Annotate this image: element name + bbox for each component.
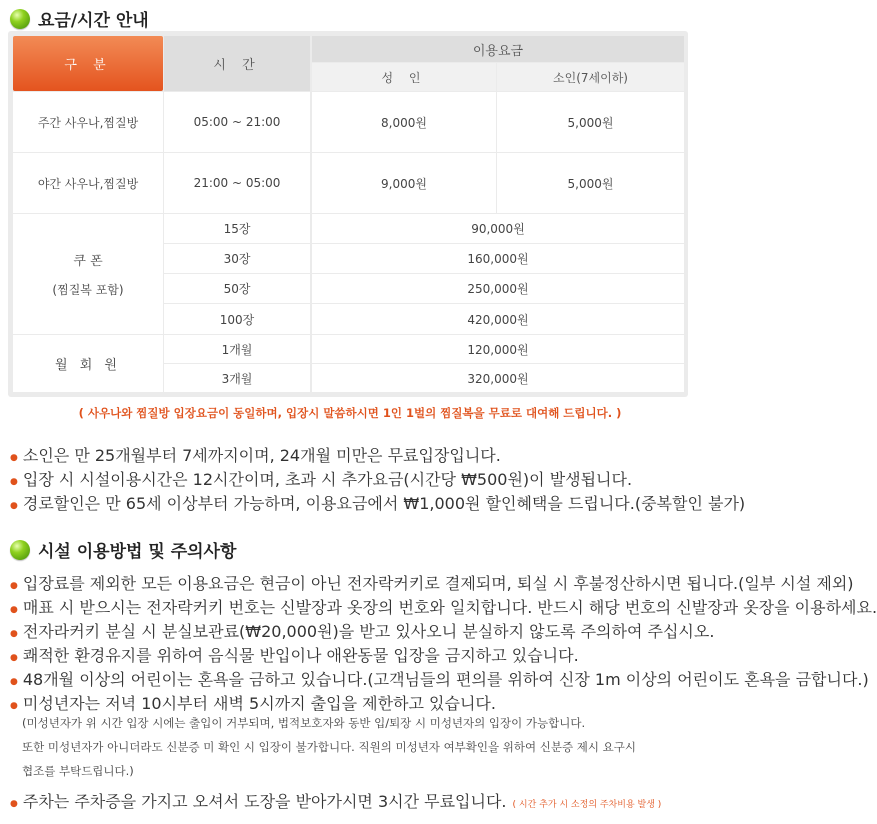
bullet-dot-icon: ● (10, 629, 18, 639)
membership-price: 120,000원 (312, 335, 684, 363)
list-item: ● 경로할인은 만 65세 이상부터 가능하며, 이용요금에서 ₩1,000원 할인혜택을 드립니다.(중복할인 불가) (10, 494, 746, 513)
header-time: 시 간 (164, 36, 310, 91)
membership-category: 월 회 원 (13, 335, 163, 392)
row-day-category: 주간 사우나,찜질방 (13, 92, 163, 152)
coupon-qty: 30장 (164, 244, 310, 273)
coupon-price: 90,000원 (312, 214, 684, 243)
coupon-qty: 100장 (164, 304, 310, 334)
row-day-adult: 8,000원 (312, 92, 496, 152)
list-item: ● 미성년자는 저녁 10시부터 새벽 5시까지 출입을 제한하고 있습니다. (10, 694, 496, 713)
list-item: ● 소인은 만 25개월부터 7세까지이며, 24개월 미만은 무료입장입니다. (10, 446, 501, 465)
bullet-dot-icon: ● (10, 501, 18, 511)
coupon-sublabel: (찜질복 포함) (52, 283, 124, 297)
minor-detail-line: 또한 미성년자가 아니더라도 신분증 미 확인 시 입장이 불가합니다. 직원의 미성년자 여부확인을 위하여 신분증 제시 요구시 (22, 740, 636, 754)
bullet-dot-icon: ● (10, 677, 18, 687)
coupon-price: 420,000원 (312, 304, 684, 334)
list-item: ● 쾌적한 환경유지를 위하여 음식물 반입이나 애완동물 입장을 금지하고 있습니다. (10, 646, 579, 665)
bullet-dot-icon: ● (10, 605, 18, 615)
header-adult: 성 인 (312, 63, 496, 91)
section-title-text: 시설 이용방법 및 주의사항 (38, 542, 237, 562)
notice-text: ( 사우나와 찜질방 입장요금이 동일하며, 입장시 말씀하시면 1인 1벌의 찜질복을 무료로 대여해 드립니다. ) (78, 406, 622, 420)
row-night-time: 21:00 ~ 05:00 (164, 153, 310, 213)
bullet-dot-icon: ● (10, 799, 18, 809)
row-night-adult: 9,000원 (312, 153, 496, 213)
section-title-text: 요금/시간 안내 (38, 11, 149, 31)
header-fee: 이용요금 (312, 36, 684, 62)
bullet-dot-icon: ● (10, 701, 18, 711)
section-title-usage (10, 537, 236, 562)
list-item: ● 48개월 이상의 어린이는 혼욕을 금하고 있습니다.(고객님들의 편의를 위하여 신장 1m 이상의 어린이도 혼욕을 금합니다.) (10, 670, 869, 689)
bullet-dot-icon: ● (10, 653, 18, 663)
membership-price: 320,000원 (312, 364, 684, 392)
green-ball-icon (10, 9, 30, 29)
section-title-fees (10, 6, 149, 31)
header-category: 구 분 (13, 36, 163, 91)
coupon-qty: 15장 (164, 214, 310, 243)
coupon-qty: 50장 (164, 274, 310, 303)
coupon-price: 160,000원 (312, 244, 684, 273)
header-child: 소인(7세이하) (497, 63, 684, 91)
coupon-category (13, 214, 163, 334)
coupon-price: 250,000원 (312, 274, 684, 303)
list-item: ● 입장료를 제외한 모든 이용요금은 현금이 아닌 전자락커키로 결제되며, 퇴실 시 후불정산하시면 됩니다.(일부 시설 제외) (10, 574, 854, 593)
minor-detail-line: (미성년자가 위 시간 입장 시에는 출입이 거부되며, 법적보호자와 동반 입/퇴장 시 미성년자의 입장이 가능합니다. (22, 716, 586, 730)
list-item-parking: ● 주차는 주차증을 가지고 오셔서 도장을 받아가시면 3시간 무료입니다. ( 시간 추가 시 소정의 주차비용 발생 ) (10, 792, 662, 811)
fee-table (8, 31, 688, 397)
minor-detail-line: 협조를 부탁드립니다.) (22, 764, 134, 778)
row-day-child: 5,000원 (497, 92, 684, 152)
membership-qty: 1개월 (164, 335, 310, 363)
row-night-category: 야간 사우나,찜질방 (13, 153, 163, 213)
row-day-time: 05:00 ~ 21:00 (164, 92, 310, 152)
row-night-child: 5,000원 (497, 153, 684, 213)
bullet-dot-icon: ● (10, 581, 18, 591)
coupon-label: 쿠 폰 (73, 254, 103, 269)
bullet-dot-icon: ● (10, 477, 18, 487)
bullet-dot-icon: ● (10, 453, 18, 463)
membership-qty: 3개월 (164, 364, 310, 392)
list-item: ● 전자라커키 분실 시 분실보관료(₩20,000원)을 받고 있사오니 분실하지 않도록 주의하여 주십시오. (10, 622, 715, 641)
list-item: ● 매표 시 받으시는 전자락커키 번호는 신발장과 옷장의 번호와 일치합니다. 반드시 해당 번호의 신발장과 옷장을 이용하세요. (10, 598, 877, 617)
list-item: ● 입장 시 시설이용시간은 12시간이며, 초과 시 추가요금(시간당 ₩500원)이 발생됩니다. (10, 470, 633, 489)
parking-note: ( 시간 추가 시 소정의 주차비용 발생 ) (512, 800, 662, 810)
green-ball-icon (10, 540, 30, 560)
